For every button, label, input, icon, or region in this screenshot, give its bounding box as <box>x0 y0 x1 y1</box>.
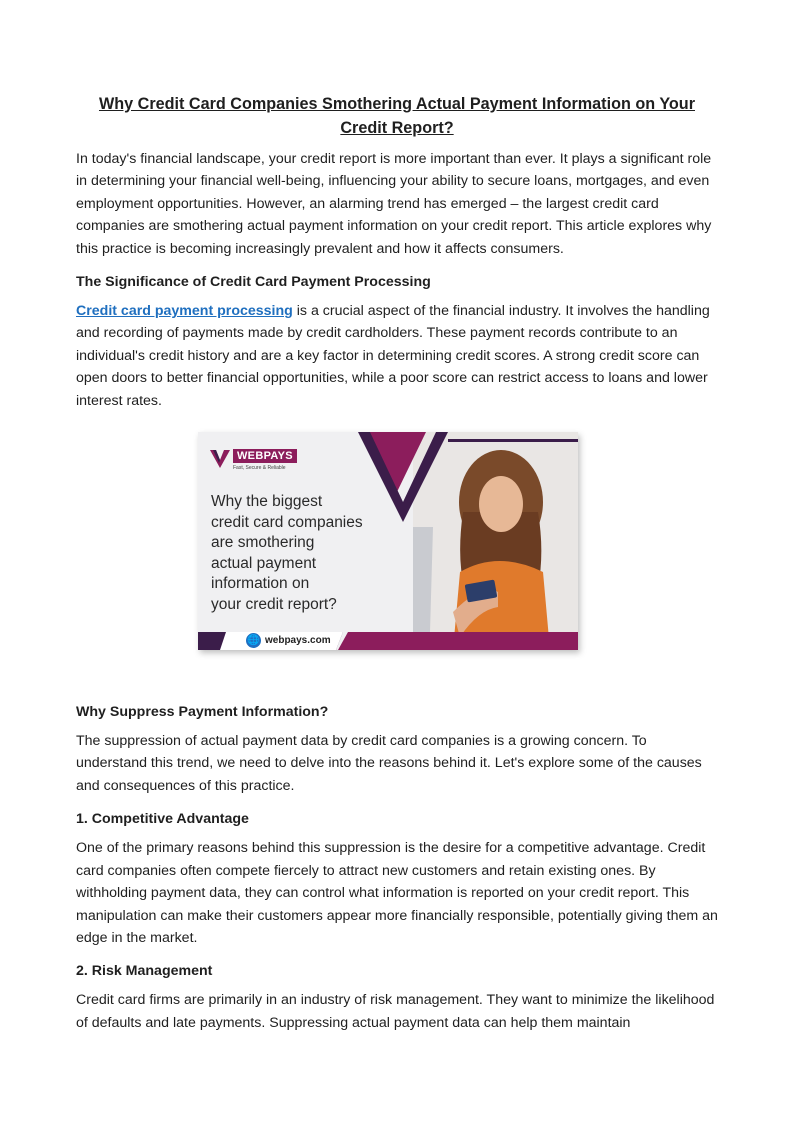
banner-headline-line: information on <box>211 575 310 593</box>
banner-headline-line: actual payment <box>211 554 317 572</box>
risk-paragraph: Credit card firms are primarily in an industry of risk management. They want to minimize the likelihood of defaults and late payments. Suppressing actual payment data can help them maintain <box>76 992 715 1031</box>
intro-paragraph: In today's financial landscape, your credit report is more important than ever. It plays a significant role in determining your financial well-being, influencing your ability to secure loans, mortgages, and even employment opportunities. However, an alarming trend has emerged – the largest credit card companies are smothering actual payment information on your credit report. This article explores why this practice is becoming increasingly prevalent and how it affects consumers. <box>76 151 712 257</box>
banner-headline-line: credit card companies <box>211 513 363 531</box>
article-banner-image <box>198 432 578 650</box>
section-heading-suppress: Why Suppress Payment Information? <box>76 704 329 721</box>
banner-headline <box>211 492 401 615</box>
banner-url-text: webpays.com <box>265 635 331 647</box>
suppress-paragraph: The suppression of actual payment data by credit card companies is a growing concern. To understand this trend, we need to delve into the reasons behind it. Let's explore some of the causes and consequences of this practice. <box>76 733 702 794</box>
page-title: Why Credit Card Companies Smothering Actual Payment Information on Your Credit Report? <box>98 95 695 137</box>
globe-icon: 🌐 <box>247 635 260 647</box>
competitive-paragraph: One of the primary reasons behind this suppression is the desire for a competitive advantage. Credit card companies often compete fiercely to attract new customers and retain existing ones. By withholding payment data, they can control what information is reported on your credit report. This manipulation can make their customers appear more financially responsible, potentially giving them an edge in the market. <box>76 840 718 946</box>
logo-tagline: Fast, Secure & Reliable <box>233 465 286 472</box>
banner-headline-line: your credit report? <box>211 595 337 613</box>
webpays-logo-mark <box>210 450 230 468</box>
payment-processing-link[interactable]: Credit card payment processing <box>76 303 293 320</box>
banner-website <box>246 633 331 648</box>
logo-brand-text: WEBPAYS <box>233 449 297 463</box>
webpays-logo <box>210 446 297 471</box>
section-heading-significance: The Significance of Credit Card Payment Processing <box>76 274 431 291</box>
document-page <box>76 92 718 1046</box>
section-heading-competitive: 1. Competitive Advantage <box>76 811 249 828</box>
significance-paragraph <box>76 300 718 412</box>
banner-headline-line: Why the biggest <box>211 493 323 511</box>
section-heading-risk: 2. Risk Management <box>76 963 213 980</box>
significance-paragraph-text: is a crucial aspect of the financial industry. It involves the handling and recording of payments made by credit cardholders. These payment records contribute to an individual's credit history and are a key factor in determining credit scores. A strong credit score can open doors to better financial opportunities, while a poor score can restrict access to loans and lower interest rates. <box>76 303 710 409</box>
banner-headline-line: are smothering <box>211 534 315 552</box>
